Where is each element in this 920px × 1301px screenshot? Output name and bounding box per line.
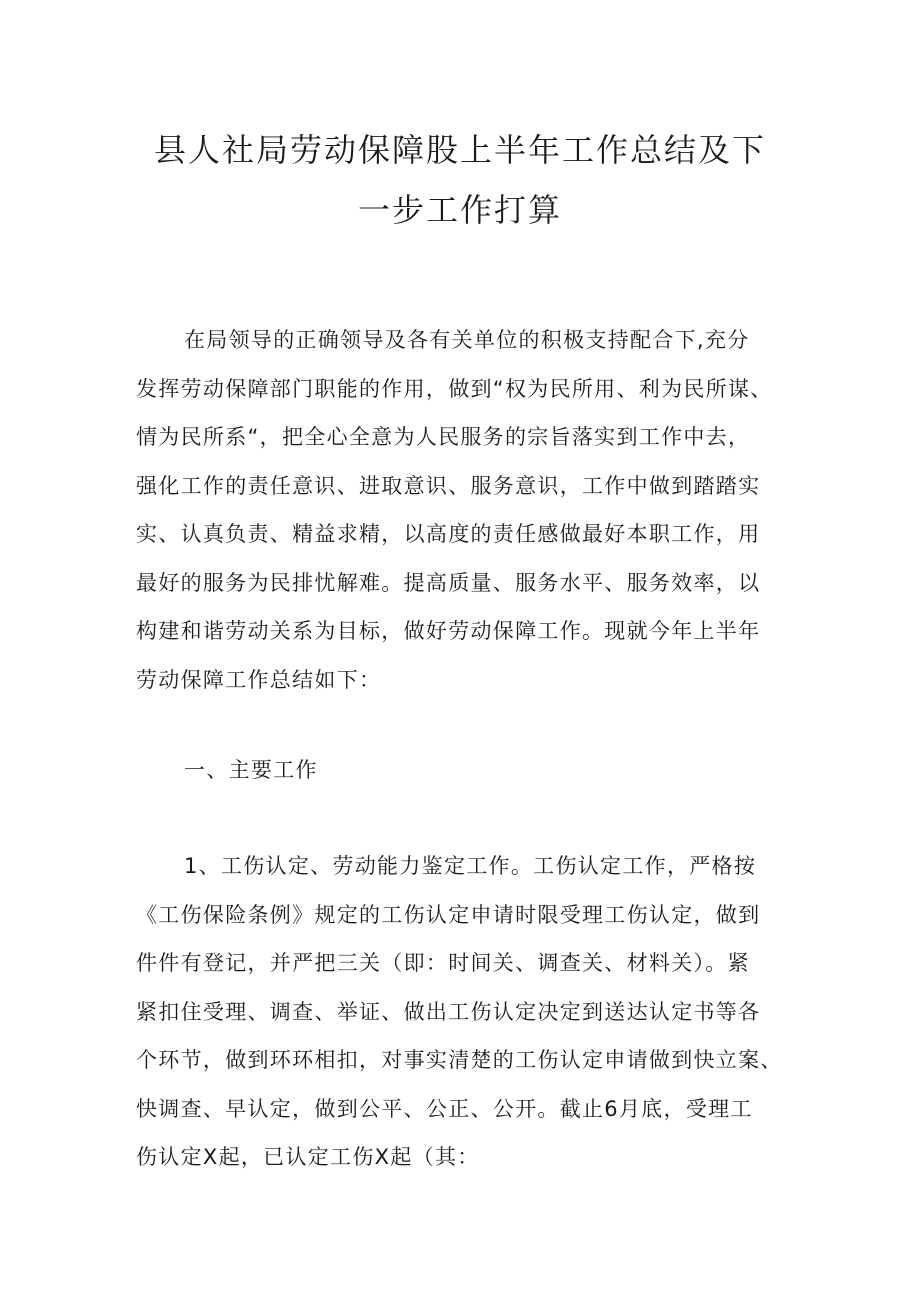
intro-line: 发挥劳动保障部门职能的作用，做到“权为民所用、利为民所谋、 [136,376,773,401]
document-title-line-1: 县人社局劳动保障股上半年工作总结及下 [153,131,766,169]
intro-line: 强化工作的责任意识、进取意识、服务意识，工作中做到踏踏实 [136,473,761,498]
intro-line: 构建和谐劳动关系为目标，做好劳动保障工作。现就今年上半年 [136,619,761,643]
item-1-line: 《工伤保险条例》规定的工伤认定申请时限受理工伤认定，做到 [136,902,761,927]
intro-line: 最好的服务为民排忧解难。提高质量、服务水平、服务效率，以 [136,570,761,595]
intro-line: 劳动保障工作总结如下： [136,667,382,692]
intro-line: 实、认真负责、精益求精，以高度的责任感做最好本职工作，用 [136,522,761,546]
intro-paragraph [136,316,816,704]
item-1-line: 个环节，做到环环相扣，对事实清楚的工伤认定申请做到快立案、 [136,1048,783,1072]
intro-line: 情为民所系“，把全心全意为人民服务的宗旨落实到工作中去， [136,425,751,449]
item-1-line: 1、工伤认定、劳动能力鉴定工作。工伤认定工作，严格按 [184,854,757,878]
document-title-line-2: 一步工作打算 [357,191,562,229]
item-1-paragraph [136,842,816,1182]
item-1-line: 快调查、早认定，做到公平、公正、公开。截止6月底，受理工 [136,1096,753,1121]
intro-line: 在局领导的正确领导及各有关单位的积极支持配合下,充分 [184,328,750,352]
section-heading: 一、主要工作 [184,758,318,782]
item-1-line: 件件有登记，并严把三关（即：时间关、调查关、材料关）。紧 [136,951,750,975]
item-1-line: 紧扣住受理、调查、举证、做出工伤认定决定到送达认定书等各 [136,999,761,1024]
item-1-line: 伤认定X起，已认定工伤X起（其： [136,1145,480,1169]
